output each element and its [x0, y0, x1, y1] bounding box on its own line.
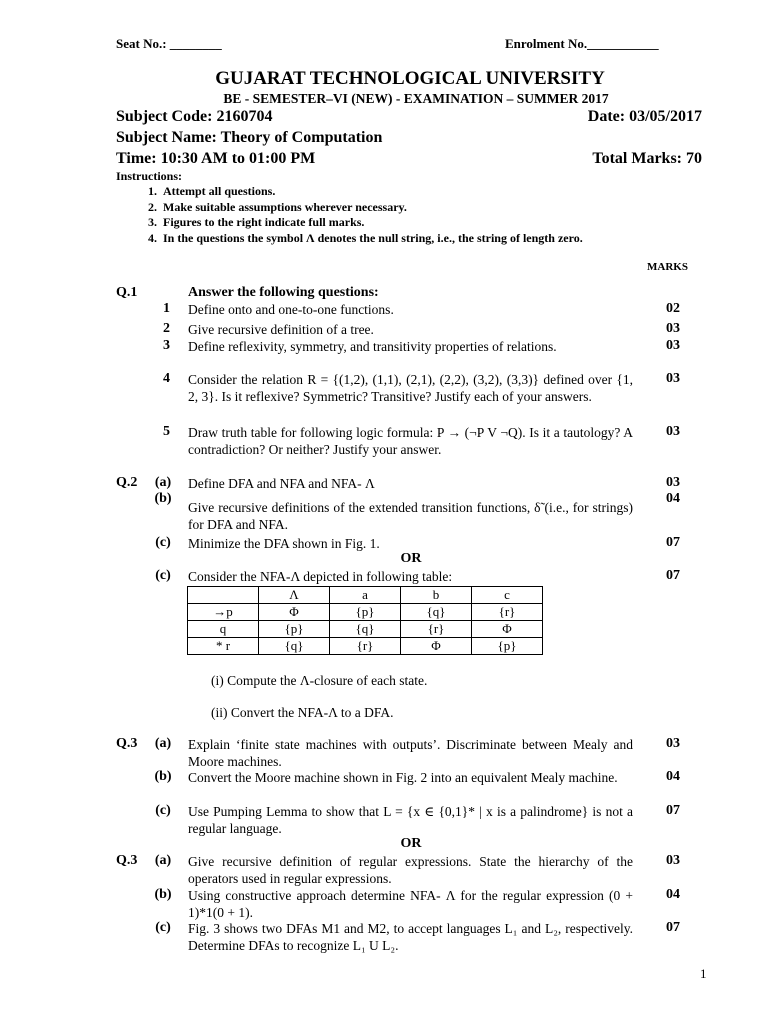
- table-row: [188, 638, 543, 655]
- instruction-item: 4. In the questions the symbol Λ denotes the null string, i.e., the string of length zero.: [148, 231, 583, 245]
- q1-item-text: Consider the relation R = {(1,2), (1,1), (2,1), (2,2), (3,2), (3,3)} defined over {1, 2, 3}. Is it reflexive? Symmetric? Transitive? Justify each of your answers.: [188, 372, 633, 404]
- q3-alt-a-label: (a): [154, 853, 172, 868]
- exam-title: BE - SEMESTER–VI (NEW) - EXAMINATION – SUMMER 2017: [223, 91, 609, 106]
- exam-date: Date: 03/05/2017: [587, 108, 702, 125]
- q3-alt-label: Q.3: [116, 853, 138, 868]
- total-marks: Total Marks: 70: [592, 150, 702, 167]
- table-cell: b: [401, 587, 472, 604]
- seat-no: Seat No.: ________: [116, 36, 222, 51]
- table-cell: Φ: [259, 604, 330, 621]
- instruction-item: 1. Attempt all questions.: [148, 184, 276, 198]
- table-cell: Φ: [472, 621, 543, 638]
- table-cell: {p}: [330, 604, 401, 621]
- table-cell: a: [330, 587, 401, 604]
- table-cell: [188, 587, 259, 604]
- q1-label: Q.1: [116, 285, 138, 300]
- instruction-item: 2. Make suitable assumptions wherever necessary.: [148, 200, 407, 214]
- table-cell: {r}: [330, 638, 401, 655]
- q1-item-number: 5: [163, 424, 170, 439]
- q3-alt-b-label: (b): [154, 887, 172, 902]
- table-row: [188, 621, 543, 638]
- or-divider: OR: [400, 836, 422, 851]
- q2-sub-i: (i) Compute the Λ-closure of each state.: [211, 673, 428, 688]
- table-cell: {p}: [259, 621, 330, 638]
- table-header-row: [188, 587, 543, 604]
- q1-item-marks: 03: [666, 371, 680, 386]
- q3-alt-b-marks: 04: [666, 887, 680, 902]
- q2-a-label: (a): [154, 475, 172, 490]
- q3-a-marks: 03: [666, 736, 680, 751]
- q3-alt-b-text: Using constructive approach determine NFA- Λ for the regular expression (0 + 1)*1(0 + 1).: [188, 888, 633, 920]
- table-cell: Λ: [259, 587, 330, 604]
- q1-item-number: 3: [163, 338, 170, 353]
- subject-name: Subject Name: Theory of Computation: [116, 129, 383, 146]
- q3-a-label: (a): [154, 736, 172, 751]
- q3-label: Q.3: [116, 736, 138, 751]
- q1-heading: Answer the following questions:: [188, 285, 379, 300]
- q3-alt-a-text: Give recursive definition of regular expressions. State the hierarchy of the operators used in regular expressions.: [188, 854, 633, 886]
- q1-item-number: 2: [163, 321, 170, 336]
- nfa-transition-table: [187, 586, 543, 655]
- subject-code: Subject Code: 2160704: [116, 108, 273, 125]
- q3-b-marks: 04: [666, 769, 680, 784]
- q1-item-text: Define onto and one-to-one functions.: [188, 302, 394, 317]
- q3-b-label: (b): [154, 769, 172, 784]
- q3-c-label: (c): [155, 803, 171, 818]
- instruction-item: 3. Figures to the right indicate full marks.: [148, 215, 365, 229]
- q2-b-marks: 04: [666, 491, 680, 506]
- q3-b-text: Convert the Moore machine shown in Fig. 2 into an equivalent Mealy machine.: [188, 770, 618, 785]
- table-cell: q: [188, 621, 259, 638]
- q2-c-text: Minimize the DFA shown in Fig. 1.: [188, 536, 380, 551]
- q1-item-marks: 02: [666, 301, 680, 316]
- q2-sub-ii: (ii) Convert the NFA-Λ to a DFA.: [211, 705, 394, 720]
- table-cell: {q}: [401, 604, 472, 621]
- q2-c-marks: 07: [666, 535, 680, 550]
- table-cell: {q}: [330, 621, 401, 638]
- q3-a-text: Explain ‘finite state machines with outputs’. Discriminate between Mealy and Moore machines.: [188, 737, 633, 769]
- q2-c-alt-text: Consider the NFA-Λ depicted in following table:: [188, 569, 453, 584]
- q1-item-text: Draw truth table for following logic formula: P → (¬P V ¬Q). Is it a tautology? A contradiction? Or neither? Justify your answer.: [188, 425, 633, 457]
- marks-header: MARKS: [647, 261, 688, 273]
- table-cell: * r: [188, 638, 259, 655]
- instructions-title: Instructions:: [116, 169, 183, 183]
- q2-c-alt-label: (c): [155, 568, 171, 583]
- q1-item-marks: 03: [666, 424, 680, 439]
- q2-c-alt-marks: 07: [666, 568, 680, 583]
- q3-alt-c-label: (c): [155, 920, 171, 935]
- q2-a-marks: 03: [666, 475, 680, 490]
- q1-item-number: 4: [163, 371, 170, 386]
- q1-item-text: Give recursive definition of a tree.: [188, 322, 374, 337]
- q3-alt-a-marks: 03: [666, 853, 680, 868]
- exam-time: Time: 10:30 AM to 01:00 PM: [116, 150, 316, 167]
- q2-a-text: Define DFA and NFA and NFA- Λ: [188, 476, 375, 491]
- q1-item-marks: 03: [666, 321, 680, 336]
- q3-alt-c-marks: 07: [666, 920, 680, 935]
- university-title: GUJARAT TECHNOLOGICAL UNIVERSITY: [215, 68, 605, 89]
- q2-c-label: (c): [155, 535, 171, 550]
- table-cell: {r}: [401, 621, 472, 638]
- table-cell: {q}: [259, 638, 330, 655]
- table-cell: c: [472, 587, 543, 604]
- table-cell: {r}: [472, 604, 543, 621]
- table-cell: {p}: [472, 638, 543, 655]
- q2-label: Q.2: [116, 475, 138, 490]
- table-row: [188, 604, 543, 621]
- enrolment-no: Enrolment No.___________: [505, 36, 659, 51]
- q1-item-marks: 03: [666, 338, 680, 353]
- q2-b-label: (b): [154, 491, 172, 506]
- or-divider: OR: [400, 551, 422, 566]
- q3-alt-c-text: Fig. 3 shows two DFAs M1 and M2, to accept languages L₁ and L₂, respectively. Determine DFAs to recognize L₁ U L₂.: [188, 921, 633, 953]
- table-cell: Φ: [401, 638, 472, 655]
- q1-item-text: Define reflexivity, symmetry, and transitivity properties of relations.: [188, 339, 557, 354]
- q3-c-text: Use Pumping Lemma to show that L = {x ∈ {0,1}* | x is a palindrome} is not a regular language.: [188, 804, 633, 836]
- q3-c-marks: 07: [666, 803, 680, 818]
- q1-item-number: 1: [163, 301, 170, 316]
- page-number: 1: [700, 966, 707, 981]
- q2-b-text: Give recursive definitions of the extended transition functions, δ̃ (i.e., for strings) for DFA and NFA.: [188, 500, 633, 532]
- table-cell: →p: [188, 604, 259, 621]
